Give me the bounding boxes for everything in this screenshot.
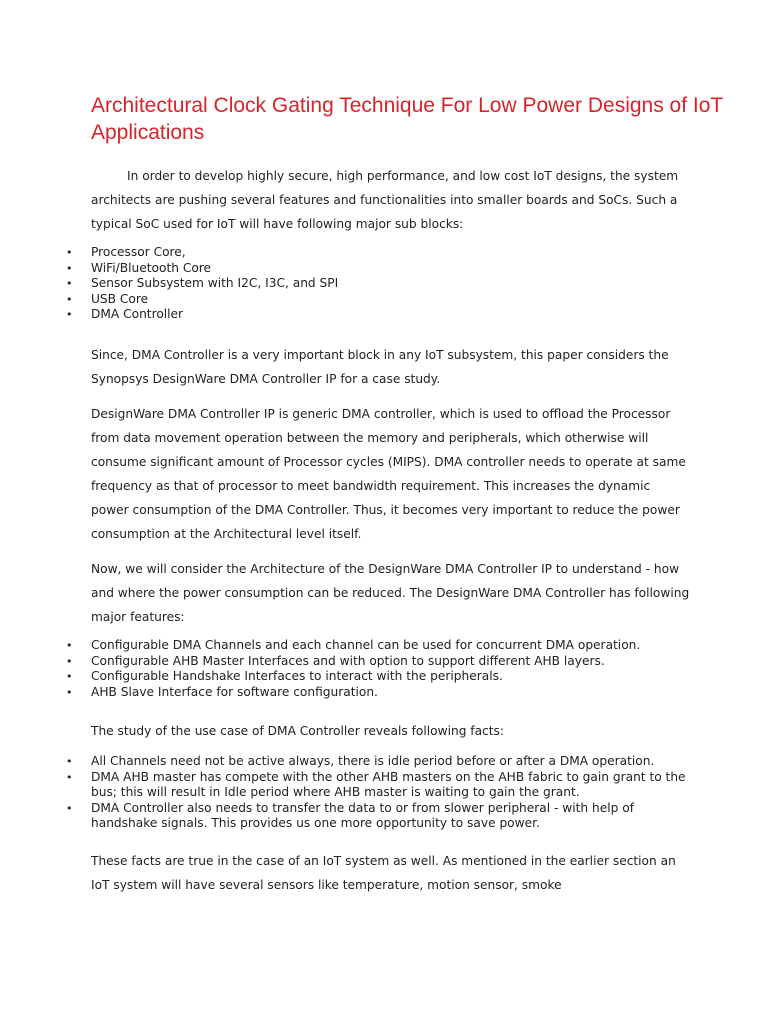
paragraph-intro: In order to develop highly secure, high performance, and low cost IoT designs, the system architects are pushing several features and functionalities into smaller boards and SoCs. Such a typical SoC used for IoT will have following major sub blocks:: [91, 169, 679, 231]
list-item-text: DMA Controller also needs to transfer the data to or from slower peripheral - with help of handshake signals. This provides us one more opportunity to save power.: [91, 800, 634, 831]
list-item: [0, 292, 691, 308]
paragraph-dma-importance: Since, DMA Controller is a very important block in any IoT subsystem, this paper considers the Synopsys DesignWare DMA Controller IP for a case study.: [91, 348, 669, 386]
bullet-icon: •: [66, 654, 73, 668]
list-item: [0, 261, 691, 277]
list-item: [0, 801, 691, 832]
paragraph-iot-facts: These facts are true in the case of an IoT system as well. As mentioned in the earlier section an IoT system will have several sensors like temperature, motion sensor, smoke: [91, 854, 676, 892]
bullet-icon: •: [66, 292, 73, 306]
bullet-icon: •: [66, 308, 73, 322]
list-item-text: DMA Controller: [91, 307, 184, 322]
list-facts: [0, 754, 768, 832]
bullet-icon: •: [66, 801, 73, 815]
list-item-text: AHB Slave Interface for software configuration.: [91, 684, 378, 699]
list-sub-blocks: [0, 245, 768, 323]
list-item-text: Sensor Subsystem with I2C, I3C, and SPI: [91, 276, 339, 291]
list-item-text: USB Core: [91, 291, 149, 306]
list-item-text: Configurable Handshake Interfaces to interact with the peripherals.: [91, 669, 503, 684]
list-item-text: Configurable DMA Channels and each channel can be used for concurrent DMA operation.: [91, 638, 641, 652]
bullet-icon: •: [66, 246, 73, 259]
list-item-text: DMA AHB master has compete with the other AHB masters on the AHB fabric to gain grant to the bus; this will result in Idle period where AHB master is waiting to gain the grant.: [91, 769, 686, 800]
document-title: Architectural Clock Gating Technique For Low Power Designs of IoT Applications: [91, 94, 723, 144]
paragraph-dma-description: DesignWare DMA Controller IP is generic DMA controller, which is used to offload the Processor from data movement operation between the memory and peripherals, which otherwise will consume significant amount of Processor cycles (MIPS). DMA controller needs to operate at same frequency as that of processor to meet bandwidth requirement. This increases the dynamic power consumption of the DMA Controller. Thus, it becomes very important to reduce the power consumption at the Architectural level itself.: [91, 407, 686, 541]
bullet-icon: •: [66, 277, 73, 291]
list-item-text: WiFi/Bluetooth Core: [91, 260, 212, 275]
bullet-icon: •: [66, 670, 73, 684]
list-item: [0, 685, 691, 701]
list-item-text: All Channels need not be active always, there is idle period before or after a DMA operation.: [91, 754, 655, 768]
list-item: [0, 654, 691, 670]
list-item: [0, 754, 691, 770]
paragraph-study-intro: The study of the use case of DMA Controller reveals following facts:: [91, 724, 504, 738]
bullet-icon: •: [66, 639, 73, 652]
list-item: [0, 307, 691, 323]
list-item: [0, 770, 691, 801]
bullet-icon: •: [66, 261, 73, 275]
list-item-text: Processor Core,: [91, 245, 186, 259]
list-features: [0, 638, 768, 700]
list-item: [0, 669, 691, 685]
bullet-icon: •: [66, 770, 73, 784]
list-item: [0, 276, 691, 292]
bullet-icon: •: [66, 685, 73, 699]
paragraph-architecture-intro: Now, we will consider the Architecture of the DesignWare DMA Controller IP to understand - how and where the power consumption can be reduced. The DesignWare DMA Controller has following major features:: [91, 562, 690, 624]
list-item-text: Configurable AHB Master Interfaces and with option to support different AHB layers.: [91, 653, 605, 668]
list-item: [0, 245, 691, 261]
bullet-icon: •: [66, 755, 73, 768]
list-item: [0, 638, 691, 654]
